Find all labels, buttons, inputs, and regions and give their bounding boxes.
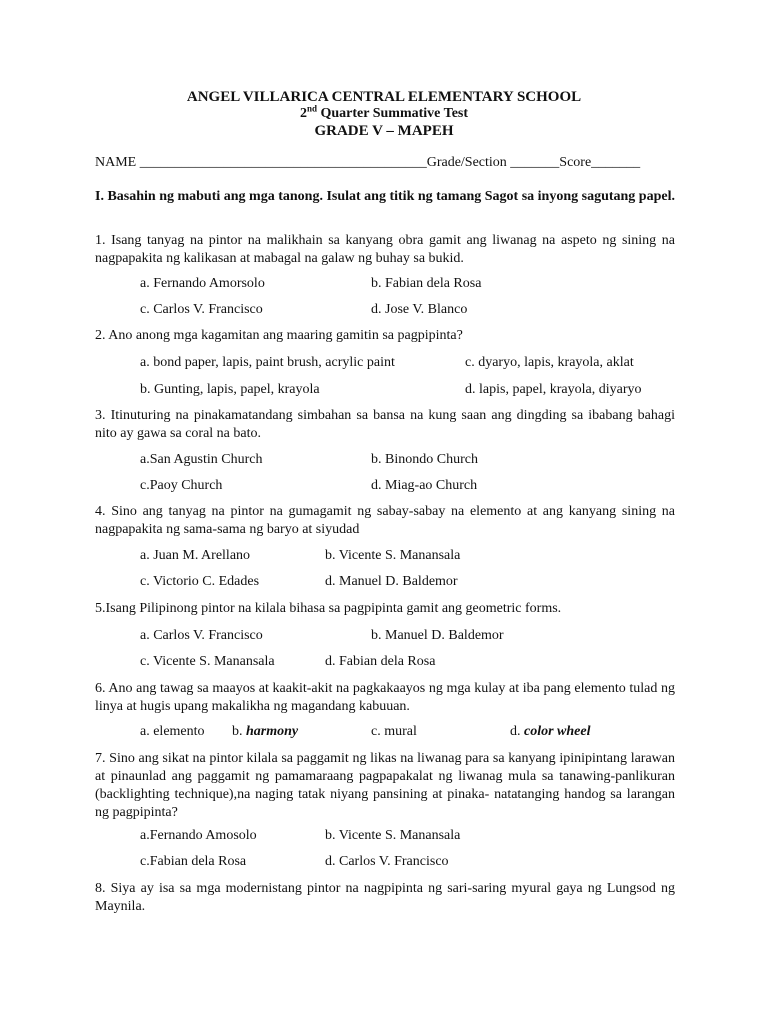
q4-option-c: c. Victorio C. Edades (140, 574, 260, 589)
q2-option-d: d. lapis, papel, krayola, diyaryo (465, 382, 642, 397)
name-grade-score-line: NAME _________________________________________Grade/Section _______Score_______ (95, 155, 641, 170)
q3-option-d: d. Miag-ao Church (371, 478, 478, 493)
q1-option-c: c. Carlos V. Francisco (140, 302, 263, 317)
q6-option-c: c. mural (371, 724, 417, 739)
question-4: 4. Sino ang tanyag na pintor na gumagamit ng sabay-sabay na elemento at ang kanyang sining na nagpapakita ng sama-sama ng baryo at siyudad (95, 504, 675, 537)
instructions: I. Basahin ng mabuti ang mga tanong. Isulat ang titik ng tamang Sagot sa inyong sagutang papel. (95, 189, 675, 204)
q7-option-c: c.Fabian dela Rosa (140, 854, 247, 869)
quarter-number: 2 (299, 106, 307, 121)
q5-option-d: d. Fabian dela Rosa (325, 654, 436, 669)
q6-option-d-text: color wheel (524, 724, 591, 739)
q1-option-b: b. Fabian dela Rosa (371, 276, 482, 291)
q3-option-b: b. Binondo Church (371, 452, 478, 467)
q5-option-c: c. Vicente S. Manansala (140, 654, 275, 669)
q6-option-d (510, 723, 591, 741)
q2-option-a: a. bond paper, lapis, paint brush, acrylic paint (140, 355, 395, 370)
q6-option-b-prefix: b. (232, 724, 246, 739)
q6-option-d-prefix: d. (510, 724, 524, 739)
q4-option-d: d. Manuel D. Baldemor (325, 574, 458, 589)
school-name: ANGEL VILLARICA CENTRAL ELEMENTARY SCHOOL (186, 89, 582, 105)
question-6: 6. Ano ang tawag sa maayos at kaakit-akit na pagkakaayos ng mga kulay at iba pang elemento tulad ng linya at hugis upang makalikha ng magandang kabuuan. (95, 681, 675, 714)
q5-option-b: b. Manuel D. Baldemor (371, 628, 504, 643)
q3-option-c: c.Paoy Church (140, 478, 223, 493)
quarter-suffix: nd (306, 103, 317, 114)
question-7: 7. Sino ang sikat na pintor kilala sa paggamit ng likas na liwanag para sa kanyang ipinipintang larawan at pinaunlad ang paggamit ng pamamaraang pagpapakalat ng liwanag mula sa tanawing-panlikuran (backlighting technique),na naging tatak niyang pansining at pinaka- natatanging handog sa larangan ng pagpipinta? (95, 751, 675, 820)
question-3: 3. Itinuturing na pinakamatandang simbahan sa bansa na kung saan ang dingding sa ibabang bahagi nito ay gawa sa coral na bato. (95, 408, 675, 441)
q1-option-a: a. Fernando Amorsolo (140, 276, 265, 291)
question-2: 2. Ano anong mga kagamitan ang maaring gamitin sa pagpipinta? (95, 328, 463, 343)
q2-option-c: c. dyaryo, lapis, krayola, aklat (465, 355, 634, 370)
q7-option-a: a.Fernando Amosolo (140, 828, 257, 843)
test-title (0, 105, 768, 123)
q6-option-b (232, 723, 298, 741)
q4-option-a: a. Juan M. Arellano (140, 548, 251, 563)
q4-option-b: b. Vicente S. Manansala (325, 548, 461, 563)
grade-subject: GRADE V – MAPEH (314, 123, 454, 139)
q2-option-b: b. Gunting, lapis, papel, krayola (140, 382, 320, 397)
q6-option-a: a. elemento (140, 724, 205, 739)
q6-option-b-text: harmony (246, 724, 299, 739)
q5-option-a: a. Carlos V. Francisco (140, 628, 263, 643)
q7-option-d: d. Carlos V. Francisco (325, 854, 449, 869)
q1-option-d: d. Jose V. Blanco (371, 302, 468, 317)
question-8: 8. Siya ay isa sa mga modernistang pintor na nagpipinta ng sari-saring myural gaya ng Lungsod ng Maynila. (95, 881, 675, 914)
q7-option-b: b. Vicente S. Manansala (325, 828, 461, 843)
question-1: 1. Isang tanyag na pintor na malikhain sa kanyang obra gamit ang liwanag na aspeto ng sining na nagpapakita ng kalikasan at mabagal na galaw ng buhay sa bukid. (95, 233, 675, 266)
question-5: 5.Isang Pilipinong pintor na kilala bihasa sa pagpipinta gamit ang geometric forms. (95, 601, 562, 616)
q3-option-a: a.San Agustin Church (140, 452, 263, 467)
test-title-rest: Quarter Summative Test (317, 106, 469, 121)
